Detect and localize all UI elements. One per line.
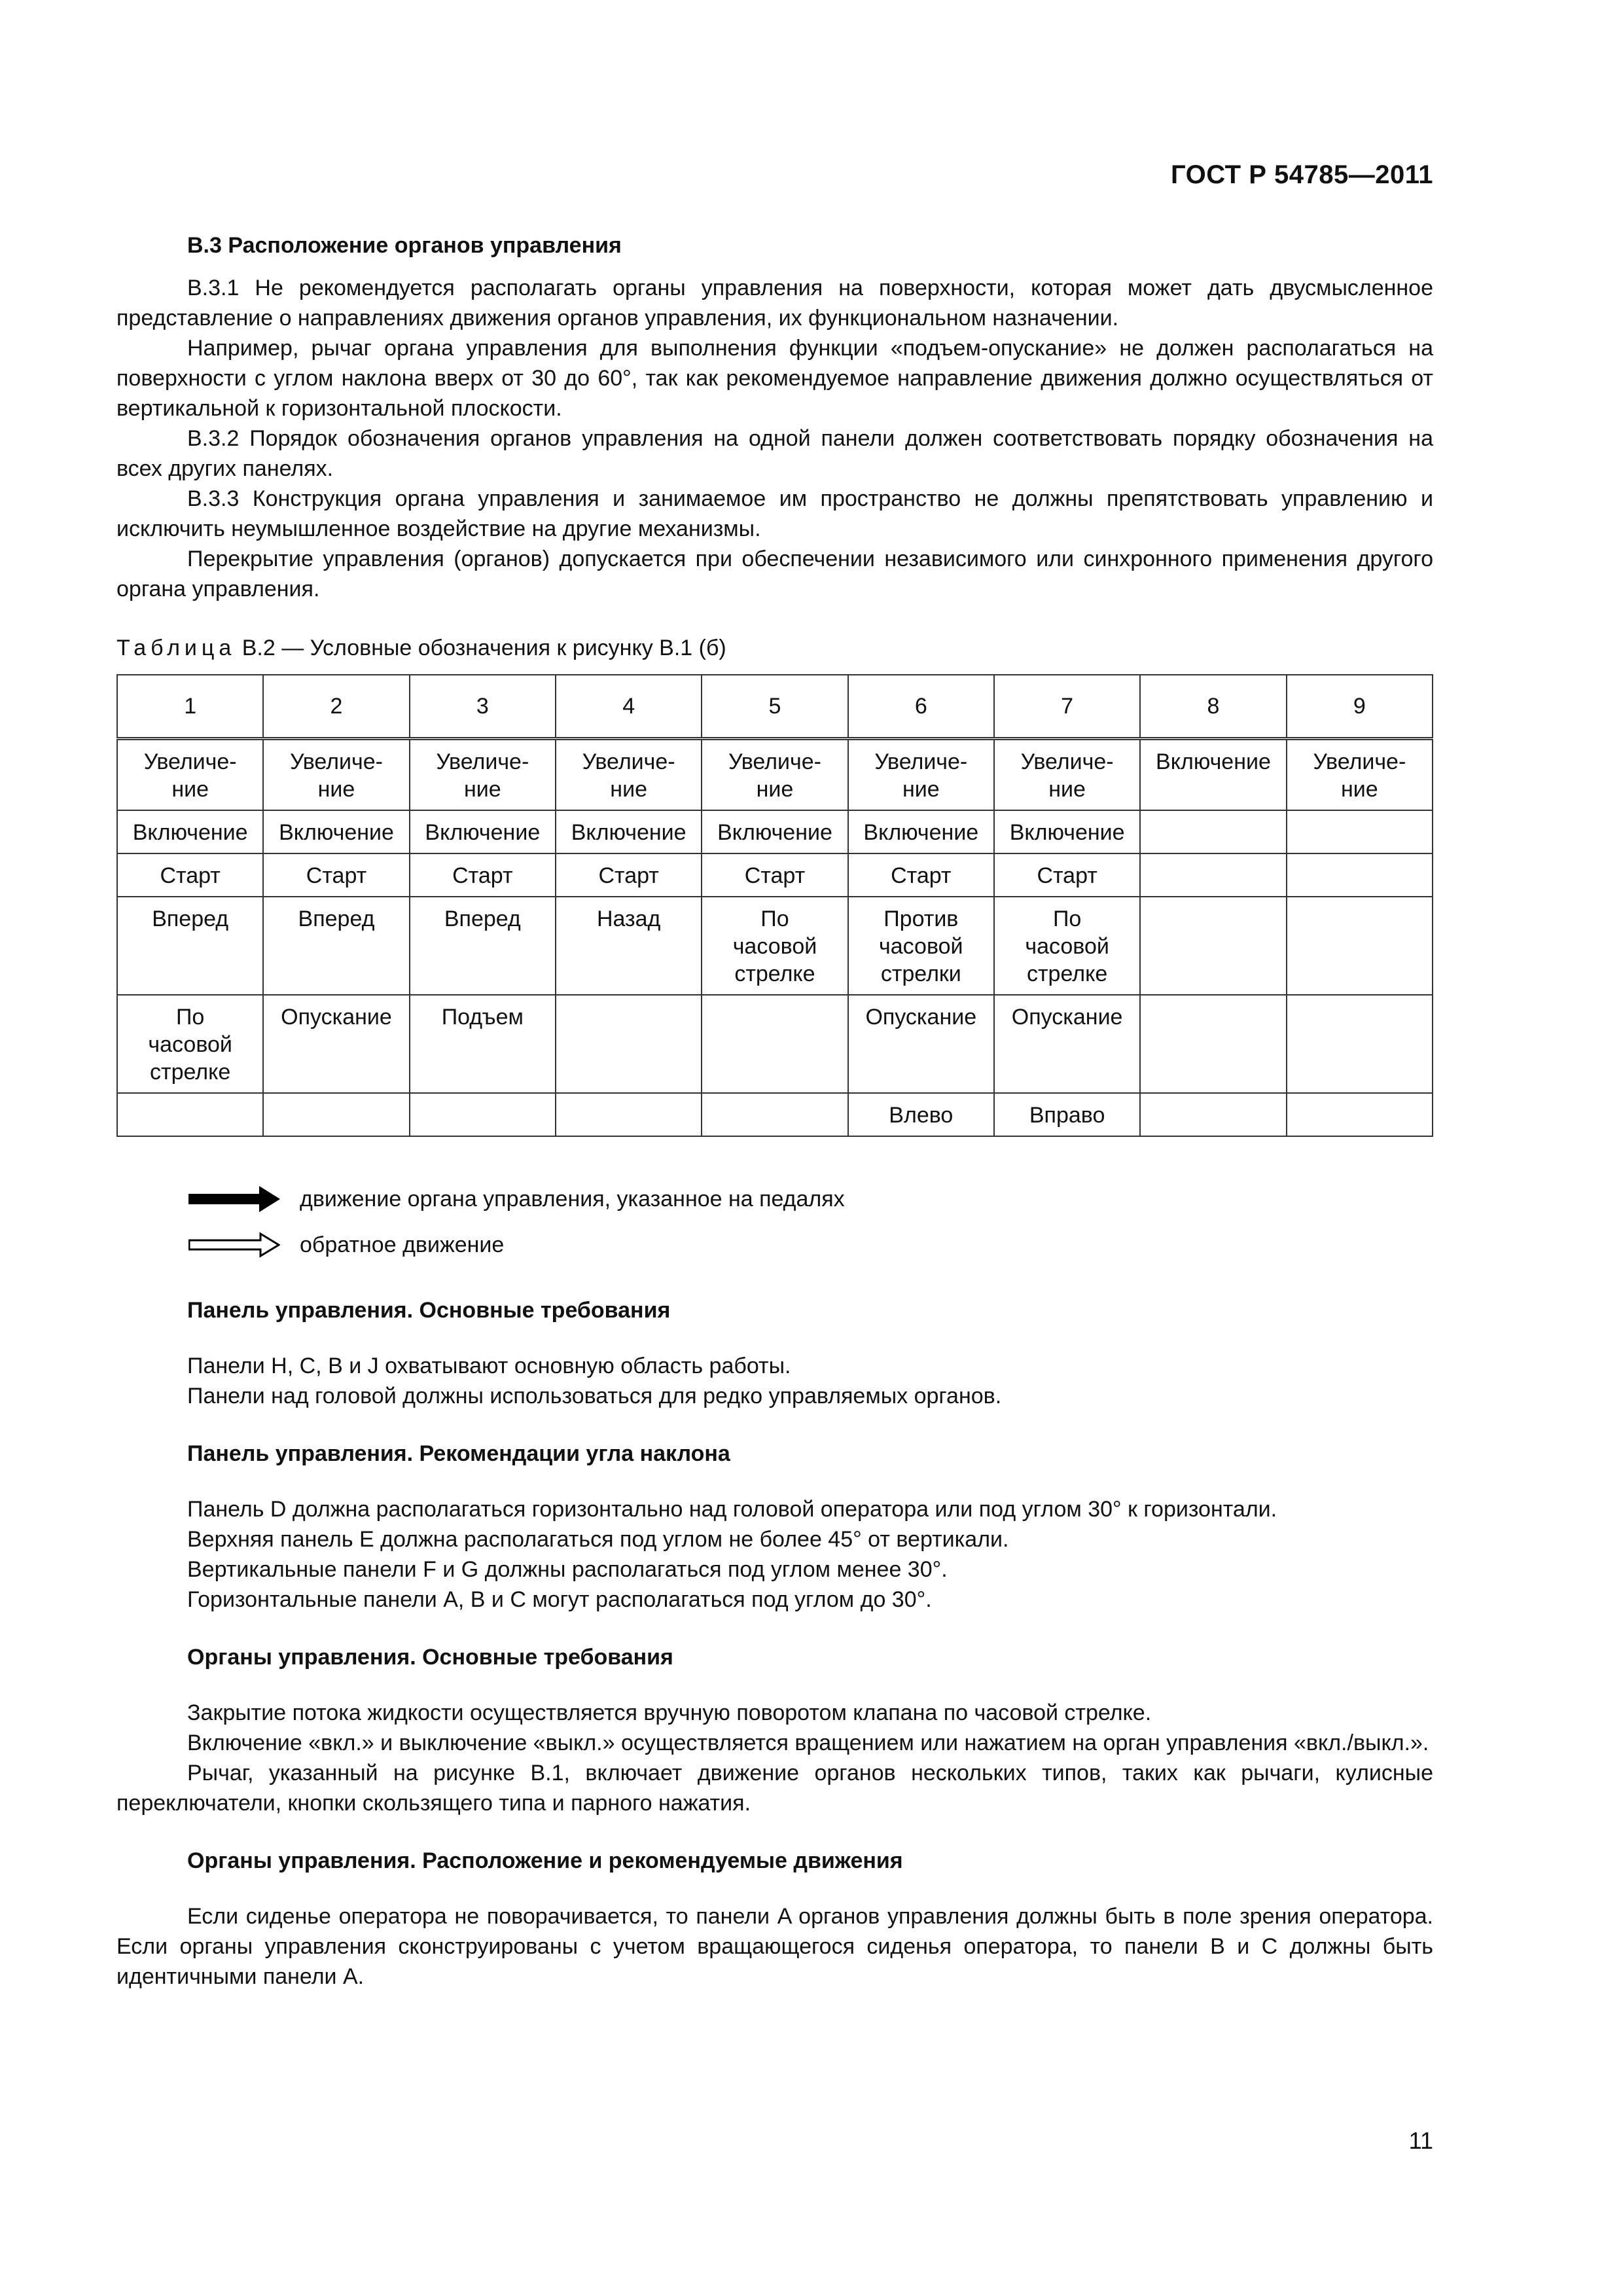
paragraph: Включение «вкл.» и выключение «выкл.» осуществляется вращением или нажатием на орган управления «вкл./выкл.». xyxy=(187,1731,1429,1755)
table-cell xyxy=(410,1093,556,1136)
table-cell xyxy=(1140,897,1286,995)
table-header-cell: 4 xyxy=(556,675,702,739)
table-cell: Опускание xyxy=(848,995,994,1093)
table-row xyxy=(117,995,1433,1093)
paragraph: Например, рычаг органа управления для выполнения функции «подъем-опускание» не должен располагаться на поверхности с углом наклона вверх от 30 до 60°, так как рекомендуемое направление движения должно осуществляться от вертикальной к горизонтальной плоскости. xyxy=(116,336,1433,421)
text-line: Вертикальные панели F и G должны располагаться под углом менее 30°. xyxy=(187,1557,948,1582)
table-cell: Включение xyxy=(994,810,1140,853)
page-number: 11 xyxy=(1408,2127,1433,2154)
table-cell: Старт xyxy=(556,853,702,897)
section-title: Панель управления. Основные требования xyxy=(187,1298,671,1323)
table-cell: Против часовой стрелки xyxy=(848,897,994,995)
table-cell: Увеличе- ние xyxy=(1287,739,1433,811)
table-header-cell: 5 xyxy=(702,675,847,739)
legend-text: обратное движение xyxy=(300,1232,505,1257)
table-cell: Старт xyxy=(994,853,1140,897)
text-line: Панели H, C, B и J охватывают основную область работы. xyxy=(187,1354,791,1378)
legend-item xyxy=(116,1176,1433,1222)
table-cell xyxy=(1287,1093,1433,1136)
table-header-cell: 3 xyxy=(410,675,556,739)
table-header-cell: 7 xyxy=(994,675,1140,739)
table-cell: Старт xyxy=(410,853,556,897)
table-cell: Старт xyxy=(702,853,847,897)
table-caption-label: Таблица xyxy=(116,636,236,660)
table-cell xyxy=(556,1093,702,1136)
table-cell: Увеличе- ние xyxy=(410,739,556,811)
table-cell xyxy=(1140,1093,1286,1136)
text-line: Верхняя панель E должна располагаться под углом не более 45° от вертикали. xyxy=(187,1527,1009,1552)
table-cell xyxy=(1287,897,1433,995)
table-row xyxy=(117,1093,1433,1136)
table-cell: Опускание xyxy=(263,995,409,1093)
paragraph: Рычаг, указанный на рисунке В.1, включает движение органов нескольких типов, таких как рычаги, кулисные переключатели, кнопки скользящего типа и парного нажатия. xyxy=(116,1761,1433,1816)
table-cell: Увеличе- ние xyxy=(117,739,263,811)
table-cell: Влево xyxy=(848,1093,994,1136)
table-cell: Увеличе- ние xyxy=(994,739,1140,811)
section-title: Органы управления. Расположение и рекомендуемые движения xyxy=(187,1848,903,1873)
table-cell xyxy=(1140,810,1286,853)
table-cell xyxy=(1140,853,1286,897)
table-cell: Включение xyxy=(117,810,263,853)
symbols-table xyxy=(116,674,1433,1137)
text-line: Панель D должна располагаться горизонтально над головой оператора или под углом 30° к горизонтали. xyxy=(187,1497,1277,1522)
paragraph: В.3.1 Не рекомендуется располагать органы управления на поверхности, которая может дать двусмысленное представление о направлениях движения органов управления, их функциональном назначении. xyxy=(116,276,1433,331)
table-cell: Увеличе- ние xyxy=(702,739,847,811)
table-cell: Старт xyxy=(263,853,409,897)
table-row xyxy=(117,739,1433,811)
table-caption xyxy=(116,636,1433,661)
table-row xyxy=(117,897,1433,995)
table-cell: Вперед xyxy=(117,897,263,995)
table-cell: Старт xyxy=(848,853,994,897)
table-header-cell: 6 xyxy=(848,675,994,739)
standard-header: ГОСТ Р 54785—2011 xyxy=(1171,160,1433,189)
outline-arrow-icon xyxy=(188,1232,280,1258)
table-cell: Включение xyxy=(1140,739,1286,811)
table-caption-text: В.2 — Условные обозначения к рисунку В.1 (б) xyxy=(236,636,726,660)
page-content xyxy=(116,233,1433,1992)
arrow-legend xyxy=(116,1176,1433,1268)
legend-text: движение органа управления, указанное на педалях xyxy=(300,1186,845,1211)
table-header-cell: 2 xyxy=(263,675,409,739)
table-cell: Включение xyxy=(263,810,409,853)
table-cell: Включение xyxy=(848,810,994,853)
table-row xyxy=(117,810,1433,853)
table-cell xyxy=(117,1093,263,1136)
table-cell: Увеличе- ние xyxy=(848,739,994,811)
section-title: Органы управления. Основные требования xyxy=(187,1645,673,1670)
table-cell: По часовой стрелке xyxy=(117,995,263,1093)
solid-arrow-icon xyxy=(188,1186,280,1212)
table-cell: Увеличе- ние xyxy=(556,739,702,811)
table-cell xyxy=(1287,810,1433,853)
table-cell: По часовой стрелке xyxy=(994,897,1140,995)
table-cell: Включение xyxy=(410,810,556,853)
table-cell xyxy=(702,995,847,1093)
paragraph: Если сиденье оператора не поворачивается, то панели A органов управления должны быть в поле зрения оператора. Если органы управления сконструированы с учетом вращающегося сиденья оператора, то панели B и C должны быть идентичными панели A. xyxy=(116,1904,1433,1989)
table-cell: Вперед xyxy=(263,897,409,995)
table-cell xyxy=(1287,853,1433,897)
text-line: Панели над головой должны использоваться для редко управляемых органов. xyxy=(187,1384,1002,1408)
legend-item xyxy=(116,1222,1433,1268)
section-title: Панель управления. Рекомендации угла наклона xyxy=(187,1441,730,1466)
paragraph: Закрытие потока жидкости осуществляется вручную поворотом клапана по часовой стрелке. xyxy=(187,1700,1152,1725)
table-header-row xyxy=(117,675,1433,739)
table-cell: По часовой стрелке xyxy=(702,897,847,995)
table-header-cell: 1 xyxy=(117,675,263,739)
table-cell: Вперед xyxy=(410,897,556,995)
table-header-cell: 9 xyxy=(1287,675,1433,739)
table-header-cell: 8 xyxy=(1140,675,1286,739)
table-cell xyxy=(1140,995,1286,1093)
table-cell: Подъем xyxy=(410,995,556,1093)
paragraph: В.3.3 Конструкция органа управления и занимаемое им пространство не должны препятствовать управлению и исключить неумышленное воздействие на другие механизмы. xyxy=(116,486,1433,541)
table-cell: Назад xyxy=(556,897,702,995)
table-cell: Опускание xyxy=(994,995,1140,1093)
table-row xyxy=(117,853,1433,897)
table-cell: Старт xyxy=(117,853,263,897)
table-cell xyxy=(702,1093,847,1136)
table-cell xyxy=(1287,995,1433,1093)
table-cell: Включение xyxy=(556,810,702,853)
table-cell xyxy=(556,995,702,1093)
text-line: Горизонтальные панели A, B и C могут располагаться под углом до 30°. xyxy=(187,1587,932,1612)
table-cell: Включение xyxy=(702,810,847,853)
table-cell: Вправо xyxy=(994,1093,1140,1136)
paragraph: В.3.2 Порядок обозначения органов управления на одной панели должен соответствовать порядку обозначения на всех других панелях. xyxy=(116,426,1433,481)
table-cell xyxy=(263,1093,409,1136)
section-title-b3: В.3 Расположение органов управления xyxy=(187,233,622,258)
table-cell: Увеличе- ние xyxy=(263,739,409,811)
paragraph: Перекрытие управления (органов) допускается при обеспечении независимого или синхронного применения другого органа управления. xyxy=(116,547,1433,601)
